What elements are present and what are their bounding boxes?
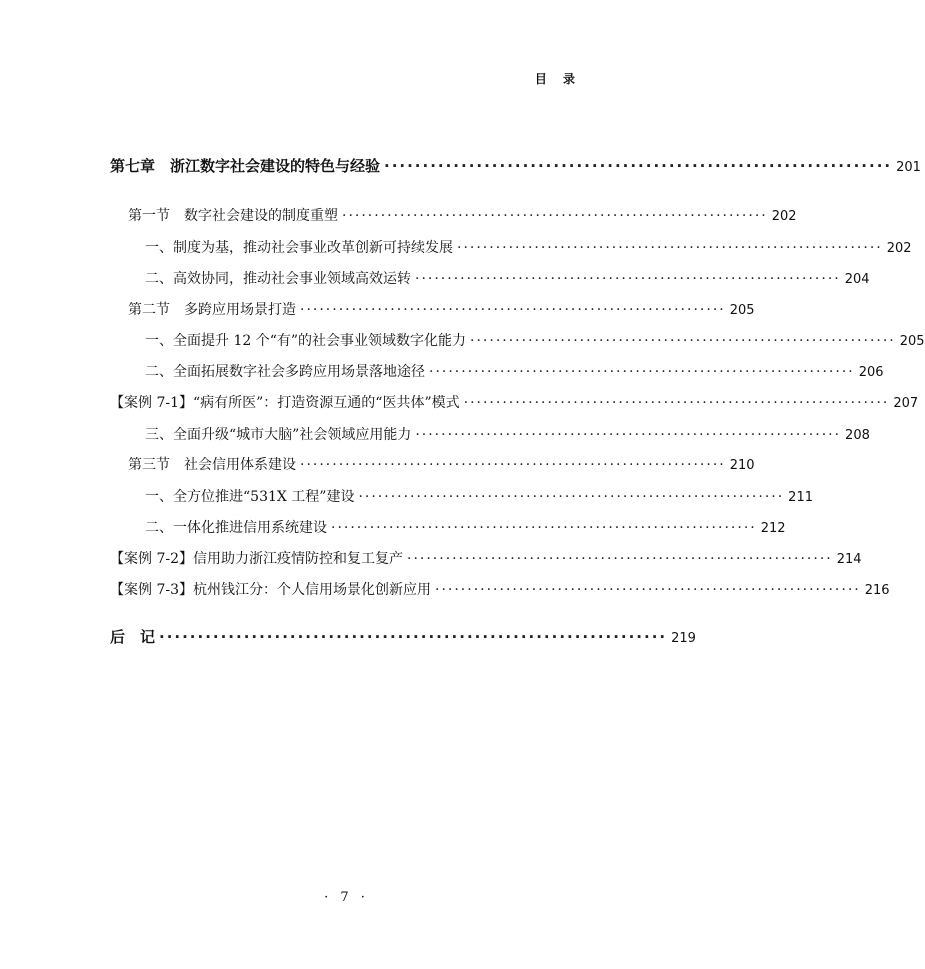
toc-entry-title: 一、全面提升 12 个“有”的社会事业领域数字化能力	[145, 333, 467, 349]
toc-entry-title: 第三节 社会信用体系建设	[128, 457, 296, 473]
toc-entry-case-7-3[interactable]	[110, 579, 890, 599]
toc-entry-item[interactable]	[145, 330, 925, 350]
toc-entry-item[interactable]	[145, 517, 786, 537]
toc-entry-page: 219	[671, 631, 696, 646]
toc-entry-title: 一、全方位推进“531X 工程”建设	[145, 489, 355, 505]
toc-entry-title: 一、制度为基，推动社会事业改革创新可持续发展	[145, 240, 453, 256]
toc-entry-page: 205	[899, 334, 925, 349]
toc-entry-page: 214	[836, 552, 862, 567]
toc-entry-afterword[interactable]	[110, 626, 696, 647]
toc-entry-item[interactable]	[145, 486, 813, 506]
toc-entry-title: 二、全面拓展数字社会多跨应用场景落地途径	[145, 364, 425, 380]
toc-entry-case-7-2[interactable]	[110, 548, 862, 568]
toc-entry-title: 后 记	[110, 628, 156, 646]
toc-entry-page: 204	[844, 272, 870, 287]
toc-entry-item[interactable]	[145, 237, 912, 257]
toc-leader-dots: ··································································	[415, 271, 841, 287]
toc-leader-dots: ··································································	[159, 628, 668, 646]
toc-entry-title: 【案例 7-2】信用助力浙江疫情防控和复工复产	[110, 551, 403, 567]
toc-entry-item[interactable]	[145, 424, 870, 444]
toc-entry-section-2[interactable]	[128, 299, 755, 319]
toc-entry-title: 【案例 7-3】杭州钱江分：个人信用场景化创新应用	[110, 582, 431, 598]
toc-entry-title: 第七章 浙江数字社会建设的特色与经验	[110, 157, 381, 175]
toc-leader-dots: ··································································	[407, 551, 833, 567]
toc-entry-section-3[interactable]	[128, 454, 755, 474]
toc-leader-dots: ··································································	[415, 427, 842, 443]
toc-entry-page: 216	[864, 583, 890, 598]
toc-leader-dots: ··································································	[300, 457, 726, 473]
toc-leader-dots: ··································································	[435, 582, 861, 598]
toc-entry-page: 210	[729, 458, 755, 473]
toc-entry-title: 二、一体化推进信用系统建设	[145, 520, 327, 536]
toc-entry-chapter-7[interactable]	[110, 155, 921, 176]
toc-entry-page: 208	[845, 428, 870, 443]
toc-leader-dots: ··································································	[384, 157, 893, 175]
toc-leader-dots: ··································································	[342, 208, 768, 224]
toc-entry-page: 206	[858, 365, 884, 380]
toc-leader-dots: ··································································	[429, 364, 855, 380]
toc-entry-title: 二、高效协同，推动社会事业领域高效运转	[145, 271, 411, 287]
toc-entry-page: 202	[886, 241, 912, 256]
toc-leader-dots: ··································································	[457, 240, 883, 256]
toc-entry-page: 212	[760, 521, 786, 536]
toc-entry-page: 211	[788, 490, 813, 505]
toc-entry-page: 201	[896, 160, 921, 175]
running-head-title: 目 录	[534, 72, 581, 86]
toc-entry-page: 207	[893, 396, 919, 411]
toc-entry-page: 202	[771, 209, 797, 224]
toc-leader-dots: ··································································	[358, 489, 785, 505]
toc-entry-title: 第一节 数字社会建设的制度重塑	[128, 208, 338, 224]
toc-entry-page: 205	[729, 303, 755, 318]
toc-entry-item[interactable]	[145, 361, 884, 381]
toc-leader-dots: ··································································	[470, 333, 896, 349]
toc-leader-dots: ··································································	[300, 302, 726, 318]
toc-leader-dots: ··································································	[331, 520, 757, 536]
page-number: · 7 ·	[324, 890, 369, 905]
toc-entry-item[interactable]	[145, 268, 870, 288]
toc-entry-title: 第二节 多跨应用场景打造	[128, 302, 296, 318]
toc-entry-section-1[interactable]	[128, 205, 797, 225]
toc-entry-title: 三、全面升级“城市大脑”社会领域应用能力	[145, 427, 412, 443]
toc-entry-title: 【案例 7-1】“病有所医”：打造资源互通的“医共体”模式	[110, 395, 460, 411]
toc-entry-case-7-1[interactable]	[110, 392, 919, 412]
toc-leader-dots: ··································································	[463, 395, 890, 411]
